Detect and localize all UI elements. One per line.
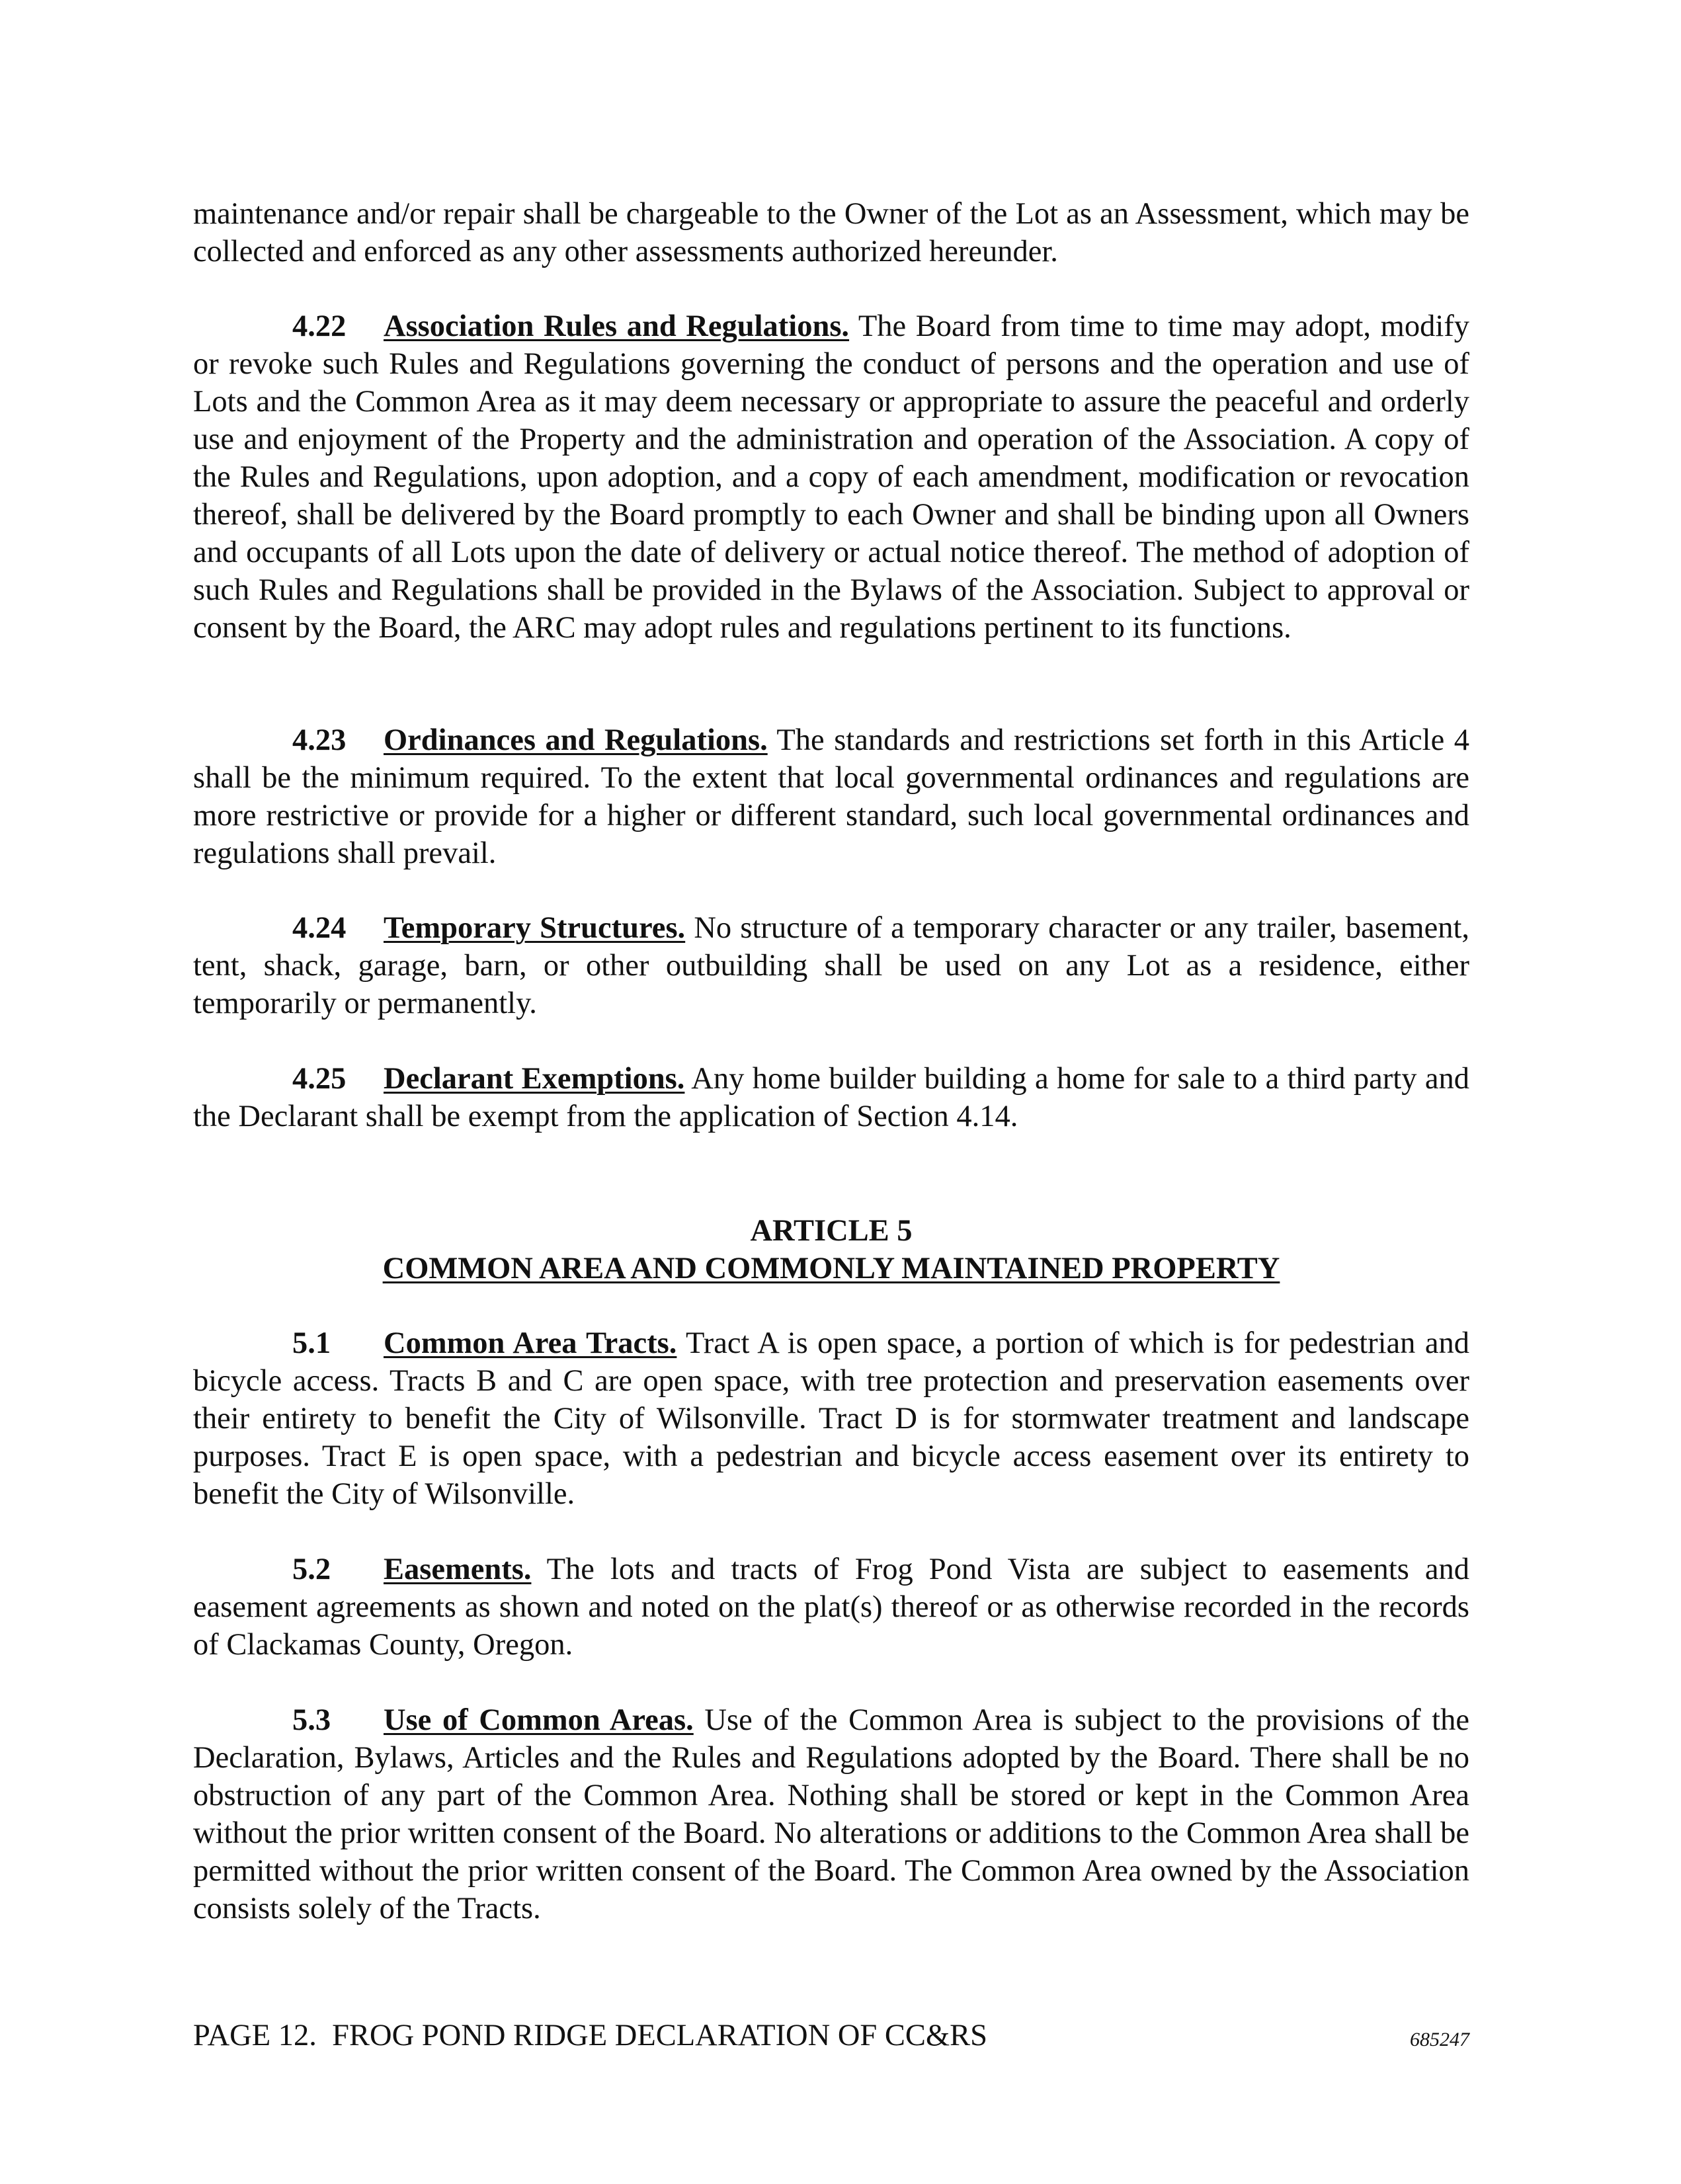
section-heading: Declarant Exemptions. bbox=[384, 1062, 685, 1096]
section-body: Any home builder building a home for sale to a third party and the Declarant shall be exempt from the application of Section 4.14. bbox=[193, 1062, 1469, 1133]
continuation-paragraph: maintenance and/or repair shall be chargeable to the Owner of the Lot as an Assessment, which may be collected and enforced as any other assessments authorized hereunder. bbox=[193, 197, 1469, 268]
section-number: 4.24 bbox=[292, 911, 347, 945]
footer-page-label: PAGE 12. FROG POND RIDGE DECLARATION OF CC&RS bbox=[193, 2019, 987, 2052]
section-4-22 bbox=[193, 307, 1469, 647]
section-body: Tract A is open space, a portion of which is for pedestrian and bicycle access. Tracts B and C are open space, with tree protection and preservation easements over their entirety to benefit the City of Wilsonville. Tract D is for stormwater treatment and landscape purposes. Tract E is open space, with a pedestrian and bicycle access easement over its entirety to benefit the City of Wilsonville. bbox=[193, 1326, 1469, 1511]
section-4-25 bbox=[193, 1060, 1469, 1135]
footer-doc-number: 685247 bbox=[1410, 2029, 1469, 2050]
section-number: 5.3 bbox=[292, 1703, 331, 1737]
section-heading: Association Rules and Regulations. bbox=[384, 309, 850, 343]
section-body: The lots and tracts of Frog Pond Vista are subject to easements and easement agreements as shown and noted on the plat(s) thereof or as otherwise recorded in the records of Clackamas County, Oregon. bbox=[193, 1553, 1469, 1662]
section-5-1 bbox=[193, 1324, 1469, 1513]
article-subtitle: COMMON AREA AND COMMONLY MAINTAINED PROPERTY bbox=[382, 1252, 1280, 1285]
section-5-3 bbox=[193, 1701, 1469, 1927]
article-title: ARTICLE 5 bbox=[750, 1214, 913, 1248]
section-heading: Ordinances and Regulations. bbox=[384, 723, 768, 757]
section-body: The standards and restrictions set forth in this Article 4 shall be the minimum required. To the extent that local governmental ordinances and regulations are more restrictive or provide for a higher or different standard, such local governmental ordinances and regulations shall prevail. bbox=[193, 723, 1469, 870]
section-number: 4.23 bbox=[292, 723, 347, 757]
section-heading: Common Area Tracts. bbox=[384, 1326, 677, 1360]
section-body: Use of the Common Area is subject to the provisions of the Declaration, Bylaws, Articles and the Rules and Regulations adopted by the Board. There shall be no obstruction of any part of the Common Area. Nothing shall be stored or kept in the Common Area without the prior written consent of the Board. No alterations or additions to the Common Area shall be permitted without the prior written consent of the Board. The Common Area owned by the Association consists solely of the Tracts. bbox=[193, 1703, 1469, 1925]
section-number: 4.22 bbox=[292, 309, 347, 343]
article-heading bbox=[193, 1212, 1469, 1287]
section-heading: Use of Common Areas. bbox=[384, 1703, 694, 1737]
section-heading: Temporary Structures. bbox=[384, 911, 686, 945]
section-number: 5.1 bbox=[292, 1326, 331, 1360]
section-4-23 bbox=[193, 721, 1469, 872]
section-body: The Board from time to time may adopt, modify or revoke such Rules and Regulations governing the conduct of persons and the operation and use of Lots and the Common Area as it may deem necessary or appropriate to assure the peaceful and orderly use and enjoyment of the Property and the administration and operation of the Association. A copy of the Rules and Regulations, upon adoption, and a copy of each amendment, modification or revocation thereof, shall be delivered by the Board promptly to each Owner and shall be binding upon all Owners and occupants of all Lots upon the date of delivery or actual notice thereof. The method of adoption of such Rules and Regulations shall be provided in the Bylaws of the Association. Subject to approval or consent by the Board, the ARC may adopt rules and regulations pertinent to its functions. bbox=[193, 309, 1469, 645]
continuation-block bbox=[193, 195, 1469, 270]
section-5-2 bbox=[193, 1551, 1469, 1664]
section-heading: Easements. bbox=[384, 1553, 532, 1586]
section-number: 4.25 bbox=[292, 1062, 347, 1096]
section-number: 5.2 bbox=[292, 1553, 331, 1586]
section-body: No structure of a temporary character or any trailer, basement, tent, shack, garage, barn, or other outbuilding shall be used on any Lot as a residence, either temporarily or permanently. bbox=[193, 911, 1470, 1020]
section-4-24 bbox=[193, 909, 1469, 1022]
page-footer bbox=[193, 2017, 1469, 2054]
